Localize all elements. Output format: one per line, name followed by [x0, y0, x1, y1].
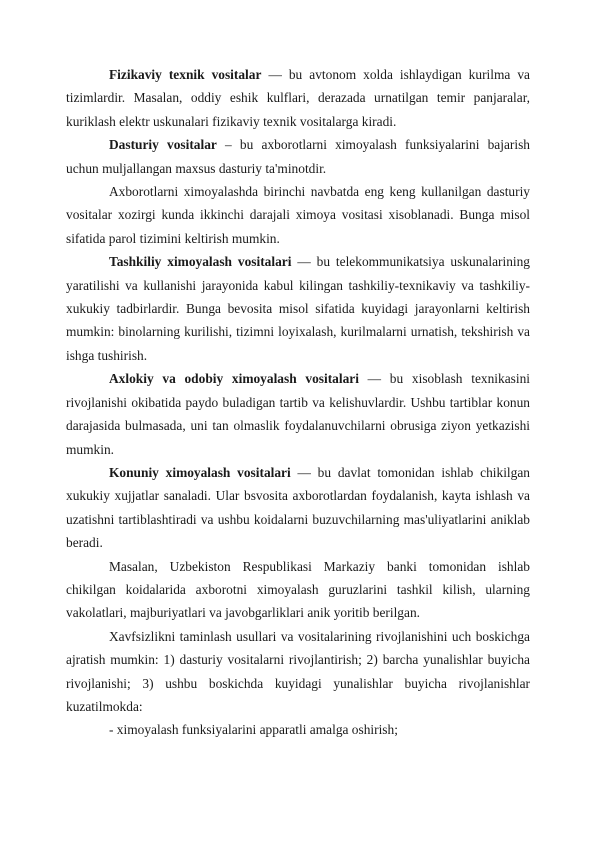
term-organizational-means: Tashkiliy ximoyalash vositalari	[109, 254, 292, 270]
term-physical-means: Fizikaviy texnik vositalar	[109, 67, 262, 82]
paragraph-organizational-means: Tashkiliy ximoyalash vositalari — bu telekommunikatsiya uskunalarining yaratilishi va kullanishi jarayonida kabul kilingan tashkiliy-texnikaviy va tashkiliy-xukukiy tadbirlardir. Bunga bevosita misol sifatida kuyidagi jarayonlarni keltirish mumkin: binolarning kurilishi, tizimni loyixalash, kurilmalarni urnatish, tekshirish va ishga tushirish.	[66, 254, 530, 363]
paragraph-physical-means: Fizikaviy texnik vositalar — bu avtonom xolda ishlaydigan kurilma va tizimlardir. Masalan, oddiy eshik kulflari, derazada urnatilgan temir panjaralar, kuriklash elektr uskunalari fizikaviy texnik vositalarga kiradi.	[66, 67, 530, 129]
paragraph-security-stages: Xavfsizlikni taminlash usullari va vositalarining rivojlanishini uch boskichga ajratish mumkin: 1) dasturiy vositalarni rivojlantirish; 2) barcha yunalishlar buyicha rivojlanishi; 3) ushbu boskichda kuyidagi yunalishlar buyicha rivojlanishlar kuzatilmokda:	[66, 628, 530, 714]
term-legal-means: Konuniy ximoyalash vositalari	[109, 464, 291, 480]
paragraph-software-usage: Axborotlarni ximoyalashda birinchi navbatda eng keng kullanilgan dasturiy vositalar xozirgi kunda ikkinchi darajali ximoya vositasi xisoblanadi. Bunga misol sifatida parol tizimini keltirish mumkin.	[66, 184, 530, 246]
paragraph-central-bank-example: Masalan, Uzbekiston Respublikasi Markaziy banki tomonidan ishlab chikilgan koidalarida axborotni ximoyalash guruzlarini tashkil kilish, ularning vakolatlari, majburiyatlari va javobgarliklari anik yoritib berilgan.	[66, 558, 530, 621]
document-body	[66, 63, 530, 742]
term-software-means: Dasturiy vositalar	[109, 137, 217, 153]
paragraph-legal-means: Konuniy ximoyalash vositalari — bu davlat tomonidan ishlab chikilgan xukukiy xujjatlar sanaladi. Ular bsvosita axborotlardan foydalanish, kayta ishlash va uzatishni tartiblashtiradi va ushbu koidalarni buzuvchilarning mas'uliyatlarini aniklab beradi.	[66, 464, 530, 551]
paragraph-list-item: - ximoyalash funksiyalarini apparatli amalga oshirish;	[109, 722, 398, 738]
paragraph-ethical-means: Axlokiy va odobiy ximoyalash vositalari — bu xisoblash texnikasini rivojlanishi okibatida paydo buladigan tartib va kelishuvlardir. Ushbu tartiblar konun darajasida bulmasada, uni tan olmaslik foydalanuvchilarni obrusiga ziyon yetkazishi mumkin.	[66, 371, 530, 457]
term-ethical-means: Axlokiy va odobiy ximoyalash vositalari	[109, 371, 359, 387]
paragraph-software-means: Dasturiy vositalar – bu axborotlarni ximoyalash funksiyalarini bajarish uchun muljallangan maxsus dasturiy ta'minotdir.	[66, 137, 530, 176]
